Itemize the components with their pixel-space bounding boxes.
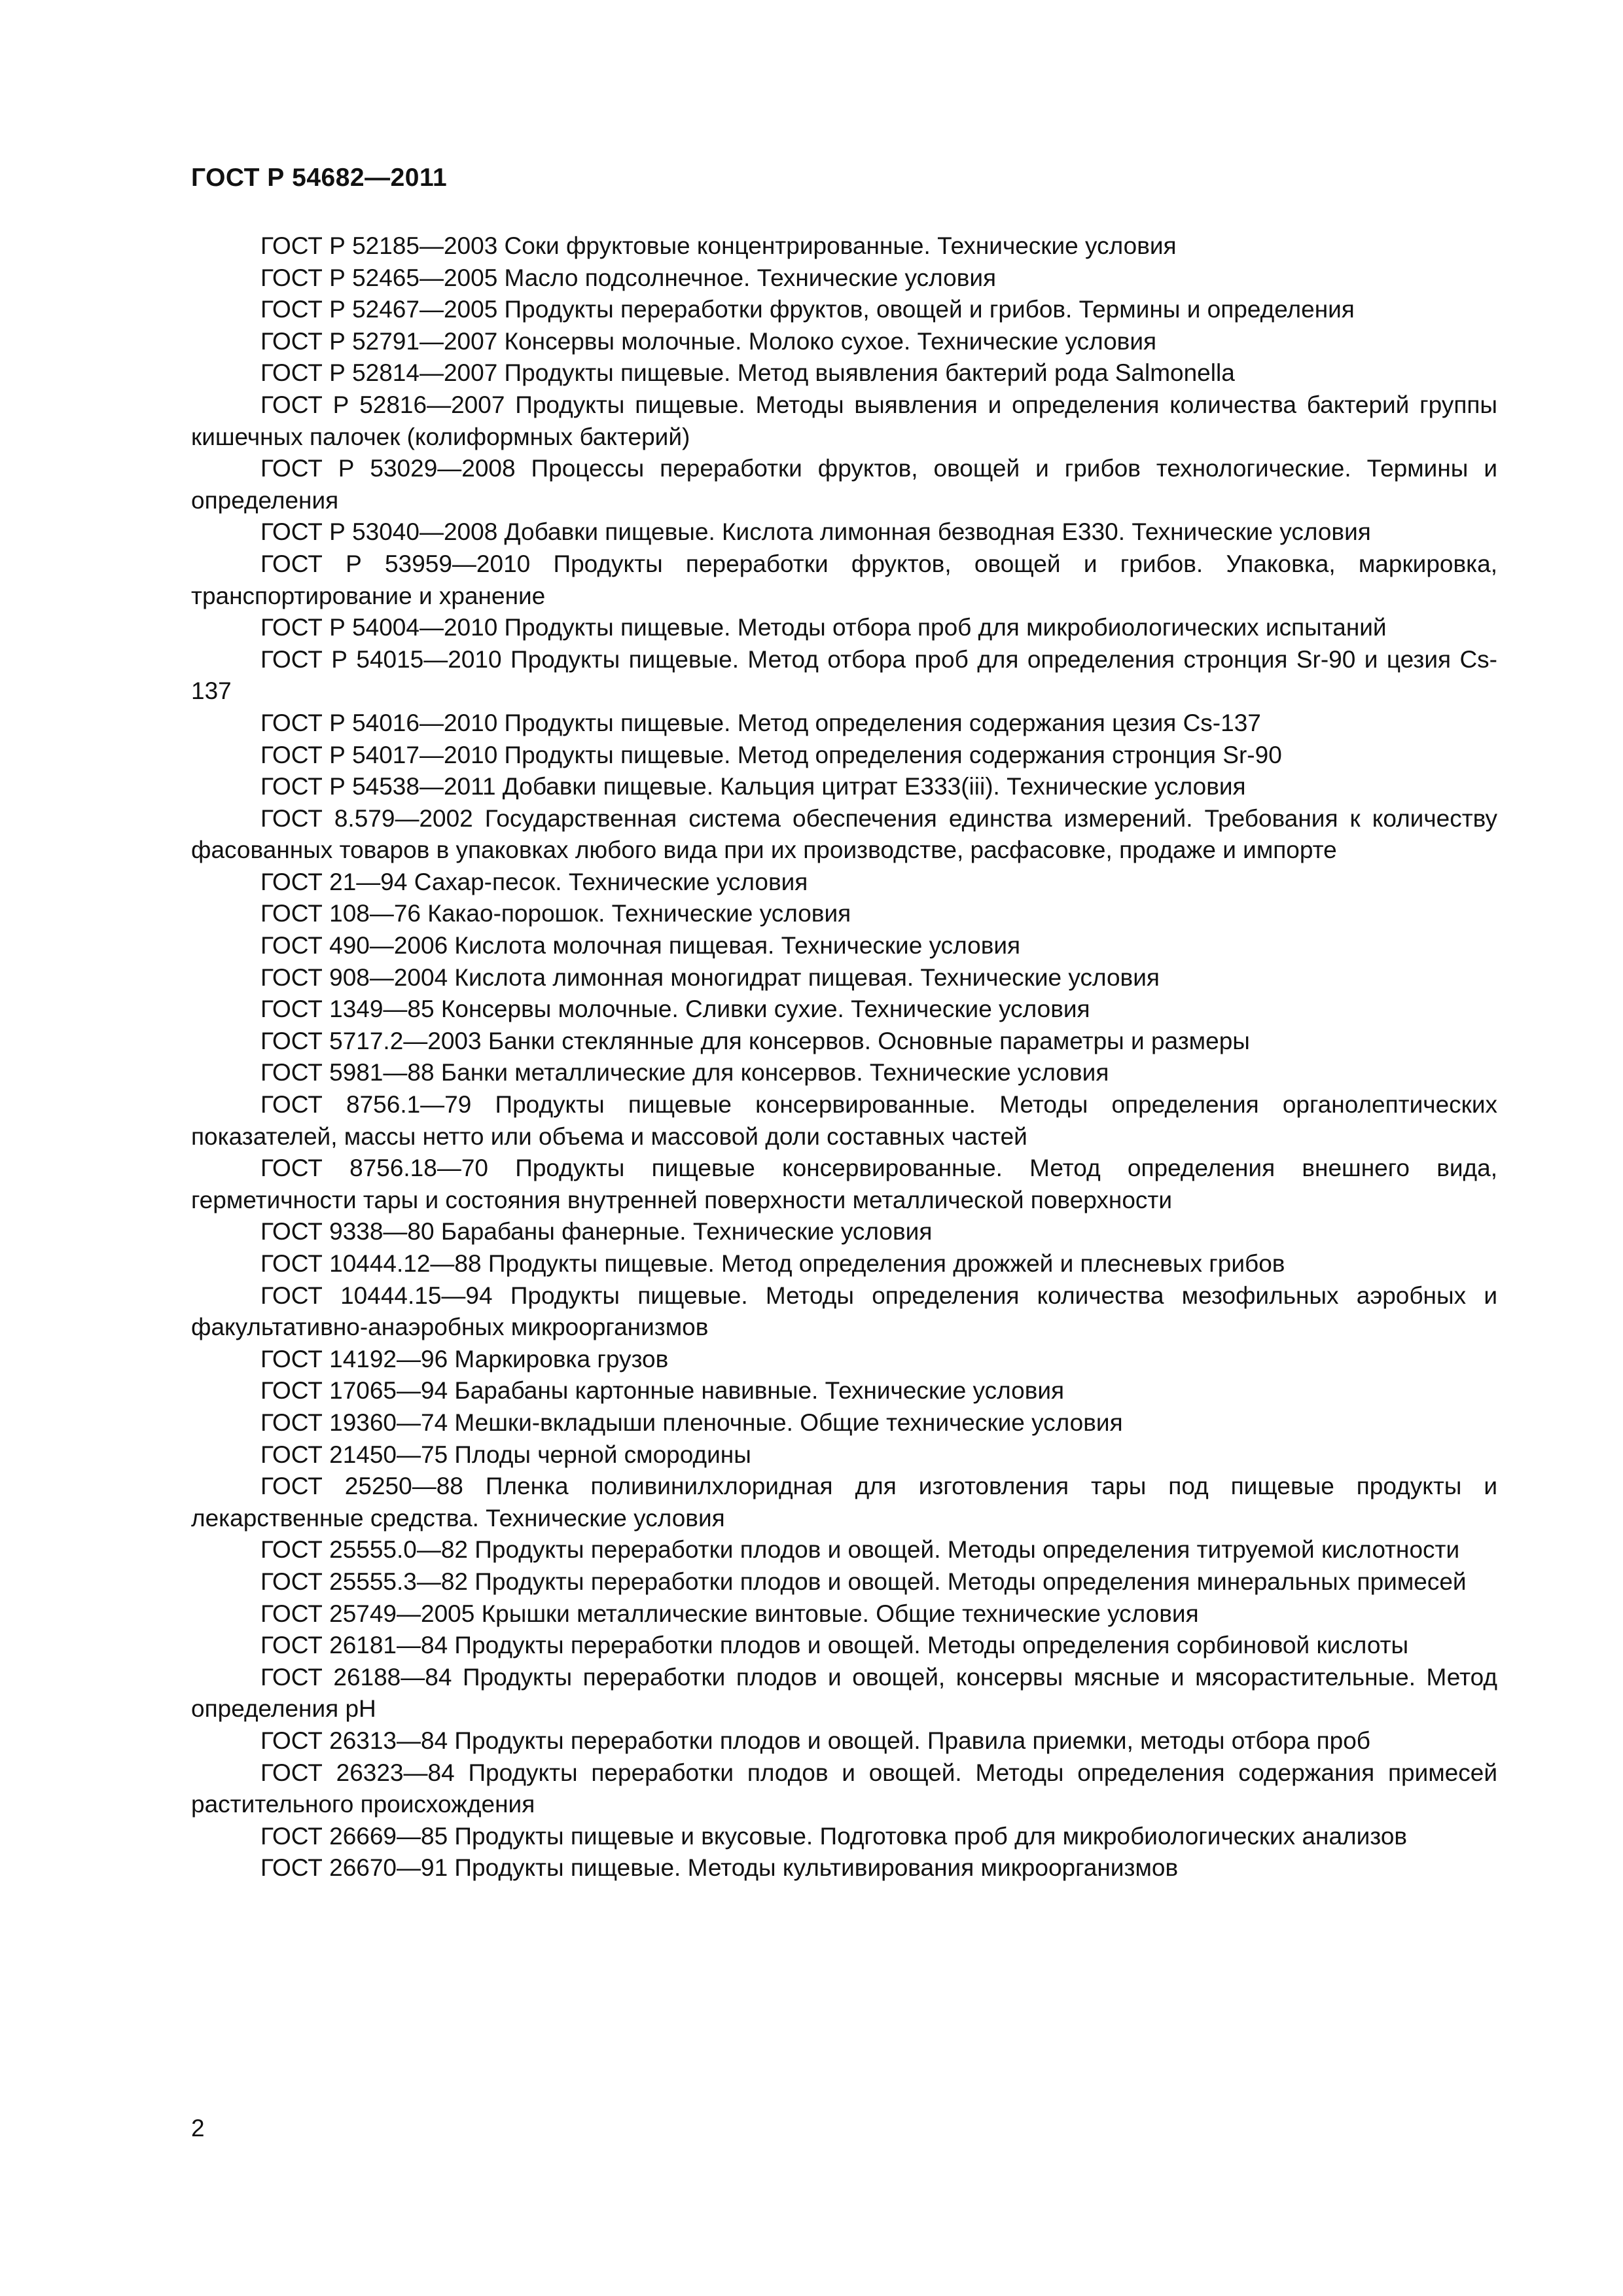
reference-item: ГОСТ 21—94 Сахар-песок. Технические условия xyxy=(260,868,808,895)
reference-item: ГОСТ 26313—84 Продукты переработки плодов и овощей. Правила приемки, методы отбора проб xyxy=(260,1727,1371,1754)
reference-item: ГОСТ 25749—2005 Крышки металлические винтовые. Общие технические условия xyxy=(260,1600,1199,1627)
reference-item: ГОСТ 26181—84 Продукты переработки плодов и овощей. Методы определения сорбиновой кислоты xyxy=(260,1632,1409,1659)
reference-item: ГОСТ 21450—75 Плоды черной смородины xyxy=(260,1441,751,1468)
reference-item: ГОСТ Р 54015—2010 Продукты пищевые. Метод отбора проб для определения стронция Sr-90 и цезия Cs-137 xyxy=(191,645,1497,705)
reference-item: ГОСТ 5981—88 Банки металлические для консервов. Технические условия xyxy=(260,1059,1109,1086)
reference-item: ГОСТ 9338—80 Барабаны фанерные. Технические условия xyxy=(260,1218,933,1246)
reference-item: ГОСТ 25250—88 Пленка поливинилхлоридная для изготовления тары под пищевые продукты и лекарственные средства. Технические условия xyxy=(191,1473,1497,1532)
reference-item: ГОСТ 1349—85 Консервы молочные. Сливки сухие. Технические условия xyxy=(260,996,1090,1023)
reference-item: ГОСТ Р 53029—2008 Процессы переработки фруктов, овощей и грибов технологические. Термины и определения xyxy=(191,455,1497,514)
page-number: 2 xyxy=(191,2115,205,2142)
reference-item: ГОСТ Р 53040—2008 Добавки пищевые. Кислота лимонная безводная Е330. Технические условия xyxy=(260,518,1371,546)
reference-item: ГОСТ Р 54538—2011 Добавки пищевые. Кальция цитрат Е333(iii). Технические условия xyxy=(260,773,1246,800)
reference-item: ГОСТ 5717.2—2003 Банки стеклянные для консервов. Основные параметры и размеры xyxy=(260,1027,1250,1054)
reference-item: ГОСТ 8.579—2002 Государственная система обеспечения единства измерений. Требования к количеству фасованных товаров в упаковках любого вида при их производстве, расфасовке, продаже и импорте xyxy=(191,804,1497,864)
reference-item: ГОСТ 10444.15—94 Продукты пищевые. Методы определения количества мезофильных аэробных и факультативно-анаэробных микроорганизмов xyxy=(191,1282,1497,1341)
reference-item: ГОСТ Р 52814—2007 Продукты пищевые. Метод выявления бактерий рода Salmonella xyxy=(260,359,1235,387)
reference-item: ГОСТ 908—2004 Кислота лимонная моногидрат пищевая. Технические условия xyxy=(260,963,1160,991)
reference-item: ГОСТ 8756.1—79 Продукты пищевые консервированные. Методы определения органолептических показателей, массы нетто или объема и массовой доли составных частей xyxy=(191,1091,1497,1150)
reference-item: ГОСТ 19360—74 Мешки-вкладыши пленочные. Общие технические условия xyxy=(260,1408,1123,1436)
reference-item: ГОСТ Р 52467—2005 Продукты переработки фруктов, овощей и грибов. Термины и определения xyxy=(260,296,1355,323)
reference-item: ГОСТ Р 54016—2010 Продукты пищевые. Метод определения содержания цезия Cs-137 xyxy=(260,709,1261,736)
reference-item: ГОСТ Р 53959—2010 Продукты переработки фруктов, овощей и грибов. Упаковка, маркировка, транспортирование и хранение xyxy=(191,550,1497,609)
reference-item: ГОСТ Р 52465—2005 Масло подсолнечное. Технические условия xyxy=(260,264,997,291)
reference-item: ГОСТ 25555.0—82 Продукты переработки плодов и овощей. Методы определения титруемой кислотности xyxy=(260,1536,1460,1564)
reference-item: ГОСТ Р 52791—2007 Консервы молочные. Молоко сухое. Технические условия xyxy=(260,327,1157,355)
normative-references-list xyxy=(191,230,1497,1884)
reference-item: ГОСТ 8756.18—70 Продукты пищевые консервированные. Метод определения внешнего вида, герметичности тары и состояния внутренней поверхности металлической поверхности xyxy=(191,1155,1497,1213)
reference-item: ГОСТ 25555.3—82 Продукты переработки плодов и овощей. Методы определения минеральных примесей xyxy=(260,1568,1467,1595)
reference-item: ГОСТ 10444.12—88 Продукты пищевые. Метод определения дрожжей и плесневых грибов xyxy=(260,1250,1285,1277)
reference-item: ГОСТ 26669—85 Продукты пищевые и вкусовые. Подготовка проб для микробиологических анализов xyxy=(260,1822,1408,1850)
reference-item: ГОСТ 108—76 Какао-порошок. Технические условия xyxy=(260,900,851,927)
reference-item: ГОСТ 14192—96 Маркировка грузов xyxy=(260,1345,669,1372)
reference-item: ГОСТ Р 54017—2010 Продукты пищевые. Метод определения содержания стронция Sr-90 xyxy=(260,741,1282,768)
reference-item: ГОСТ 26323—84 Продукты переработки плодов и овощей. Методы определения содержания примесей растительного происхождения xyxy=(191,1759,1497,1818)
reference-item: ГОСТ Р 54004—2010 Продукты пищевые. Методы отбора проб для микробиологических испытаний xyxy=(260,614,1387,641)
reference-item: ГОСТ 26670—91 Продукты пищевые. Методы культивирования микроорганизмов xyxy=(260,1854,1179,1882)
reference-item: ГОСТ Р 52816—2007 Продукты пищевые. Методы выявления и определения количества бактерий группы кишечных палочек (колиформных бактерий) xyxy=(191,391,1497,450)
reference-item: ГОСТ Р 52185—2003 Соки фруктовые концентрированные. Технические условия xyxy=(260,232,1177,259)
reference-item: ГОСТ 490—2006 Кислота молочная пищевая. Технические условия xyxy=(260,932,1021,960)
reference-item: ГОСТ 17065—94 Барабаны картонные навивные. Технические условия xyxy=(260,1377,1065,1405)
standard-header: ГОСТ Р 54682—2011 xyxy=(191,164,448,192)
reference-item: ГОСТ 26188—84 Продукты переработки плодов и овощей, консервы мясные и мясорастительные. Метод определения pH xyxy=(191,1663,1497,1723)
